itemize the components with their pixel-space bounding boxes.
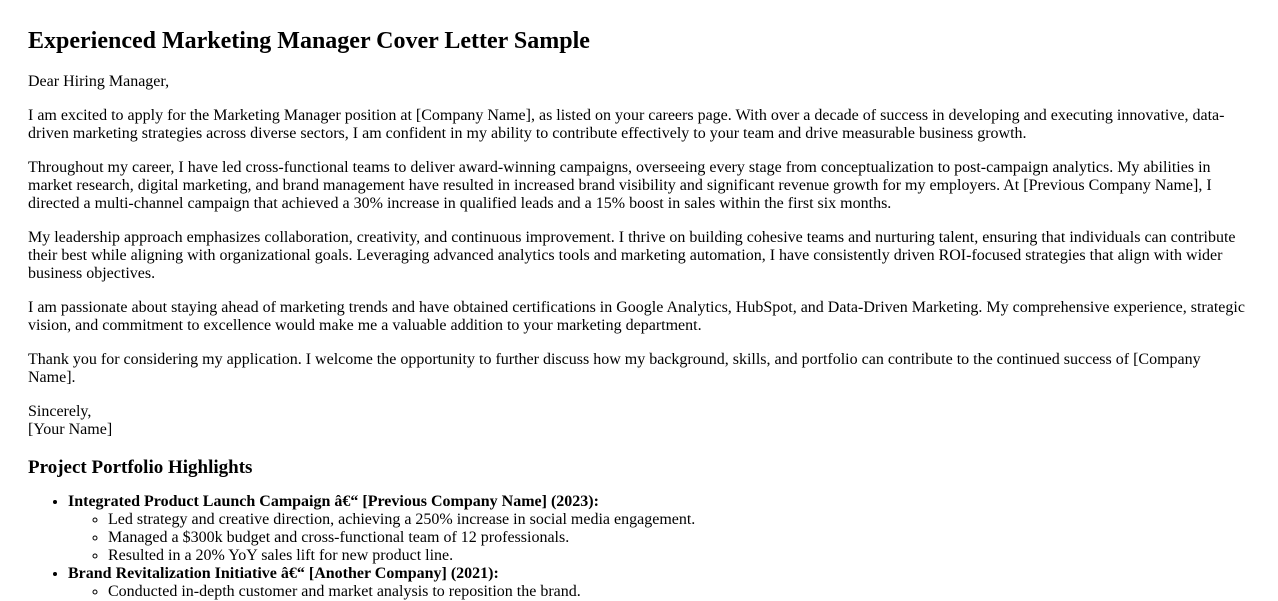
letter-paragraph-leadership: My leadership approach emphasizes collaboration, creativity, and continuous improvement. I thrive on building cohesive teams and nurturing talent, ensuring that individuals can contribute their best while aligning with organizational goals. Leveraging advanced analytics tools and marketing automation, I have consistently driven ROI-focused strategies that align with wider business objectives. (28, 229, 1236, 282)
portfolio-detail: ◦ Resulted in a 20% YoY sales lift for new product line. (108, 547, 1248, 565)
letter-signoff (28, 403, 1248, 439)
portfolio-detail: ◦ Managed a $300k budget and cross-functional team of 12 professionals. (108, 529, 1248, 547)
letter-closing: Sincerely, (28, 403, 92, 420)
letter-paragraph-closing: Thank you for considering my application. I welcome the opportunity to further discuss how my background, skills, and portfolio can contribute to the continued success of [Company Name]. (28, 351, 1201, 386)
portfolio-detail: ◦ Led strategy and creative direction, achieving a 250% increase in social media engagement. (108, 511, 1248, 529)
portfolio-item-details (68, 511, 1248, 565)
portfolio-item-title: Brand Revitalization Initiative â€“ [Another Company] (2021): (68, 565, 499, 582)
portfolio-list (28, 493, 1248, 601)
letter-signature: [Your Name] (28, 421, 113, 438)
portfolio-detail: ◦ Conducted in-depth customer and market analysis to reposition the brand. (108, 583, 1248, 601)
letter-salutation: Dear Hiring Manager, (28, 73, 170, 90)
portfolio-item (68, 493, 1248, 565)
letter-paragraph-intro: I am excited to apply for the Marketing Manager position at [Company Name], as listed on your careers page. With over a decade of success in developing and executing innovative, data-driven marketing strategies across diverse sectors, I am confident in my ability to contribute effectively to your team and drive measurable business growth. (28, 107, 1225, 142)
letter-paragraph-certifications: I am passionate about staying ahead of marketing trends and have obtained certifications in Google Analytics, HubSpot, and Data-Driven Marketing. My comprehensive experience, strategic vision, and commitment to excellence would make me a valuable addition to your marketing department. (28, 299, 1245, 334)
portfolio-item-details (68, 583, 1248, 601)
document-page (0, 27, 1278, 601)
portfolio-heading: Project Portfolio Highlights (28, 457, 253, 478)
letter-paragraph-experience: Throughout my career, I have led cross-functional teams to deliver award-winning campaigns, overseeing every stage from conceptualization to post-campaign analytics. My abilities in market research, digital marketing, and brand management have resulted in increased brand visibility and significant revenue growth for my employers. At [Previous Company Name], I directed a multi-channel campaign that achieved a 30% increase in qualified leads and a 15% boost in sales within the first six months. (28, 159, 1212, 212)
page-title: Experienced Marketing Manager Cover Letter Sample (28, 28, 590, 54)
portfolio-item (68, 565, 1248, 601)
portfolio-item-title: Integrated Product Launch Campaign â€“ [Previous Company Name] (2023): (68, 493, 599, 510)
